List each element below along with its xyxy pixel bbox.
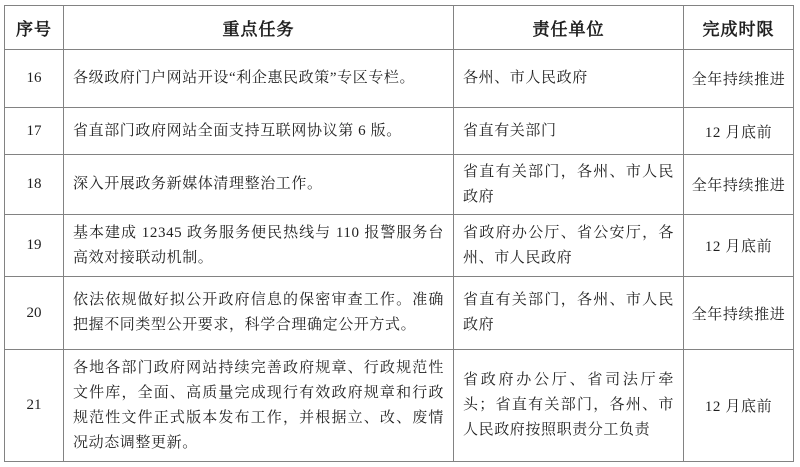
header-responsible-unit: 责任单位: [454, 6, 684, 50]
key-tasks-table: [4, 5, 794, 462]
header-serial-number: 序号: [5, 6, 64, 50]
deadline-cell: 12 月底前: [684, 108, 794, 155]
header-row: [5, 6, 794, 50]
task-cell: 各级政府门户网站开设“利企惠民政策”专区专栏。: [64, 50, 454, 108]
deadline-cell: 全年持续推进: [684, 155, 794, 215]
unit-cell: 省直有关部门，各州、市人民政府: [454, 277, 684, 350]
table-row: [5, 350, 794, 462]
unit-cell: 各州、市人民政府: [454, 50, 684, 108]
deadline-cell: 12 月底前: [684, 350, 794, 462]
task-cell: 基本建成 12345 政务服务便民热线与 110 报警服务台高效对接联动机制。: [64, 215, 454, 277]
serial-number-cell: 21: [5, 350, 64, 462]
serial-number-cell: 18: [5, 155, 64, 215]
task-cell: 依法依规做好拟公开政府信息的保密审查工作。准确把握不同类型公开要求，科学合理确定公开方式。: [64, 277, 454, 350]
header-completion-deadline: 完成时限: [684, 6, 794, 50]
deadline-cell: 全年持续推进: [684, 50, 794, 108]
serial-number-cell: 17: [5, 108, 64, 155]
header-key-task: 重点任务: [64, 6, 454, 50]
table-row: [5, 108, 794, 155]
serial-number-cell: 16: [5, 50, 64, 108]
unit-cell: 省直有关部门，各州、市人民政府: [454, 155, 684, 215]
task-cell: 深入开展政务新媒体清理整治工作。: [64, 155, 454, 215]
unit-cell: 省政府办公厅、省司法厅牵头；省直有关部门，各州、市人民政府按照职责分工负责: [454, 350, 684, 462]
unit-cell: 省直有关部门: [454, 108, 684, 155]
task-cell: 各地各部门政府网站持续完善政府规章、行政规范性文件库，全面、高质量完成现行有效政府规章和行政规范性文件正式版本发布工作，并根据立、改、废情况动态调整更新。: [64, 350, 454, 462]
table-row: [5, 277, 794, 350]
unit-cell: 省政府办公厅、省公安厅，各州、市人民政府: [454, 215, 684, 277]
serial-number-cell: 19: [5, 215, 64, 277]
table-row: [5, 215, 794, 277]
deadline-cell: 全年持续推进: [684, 277, 794, 350]
serial-number-cell: 20: [5, 277, 64, 350]
table-row: [5, 155, 794, 215]
table-row: [5, 50, 794, 108]
deadline-cell: 12 月底前: [684, 215, 794, 277]
task-cell: 省直部门政府网站全面支持互联网协议第 6 版。: [64, 108, 454, 155]
